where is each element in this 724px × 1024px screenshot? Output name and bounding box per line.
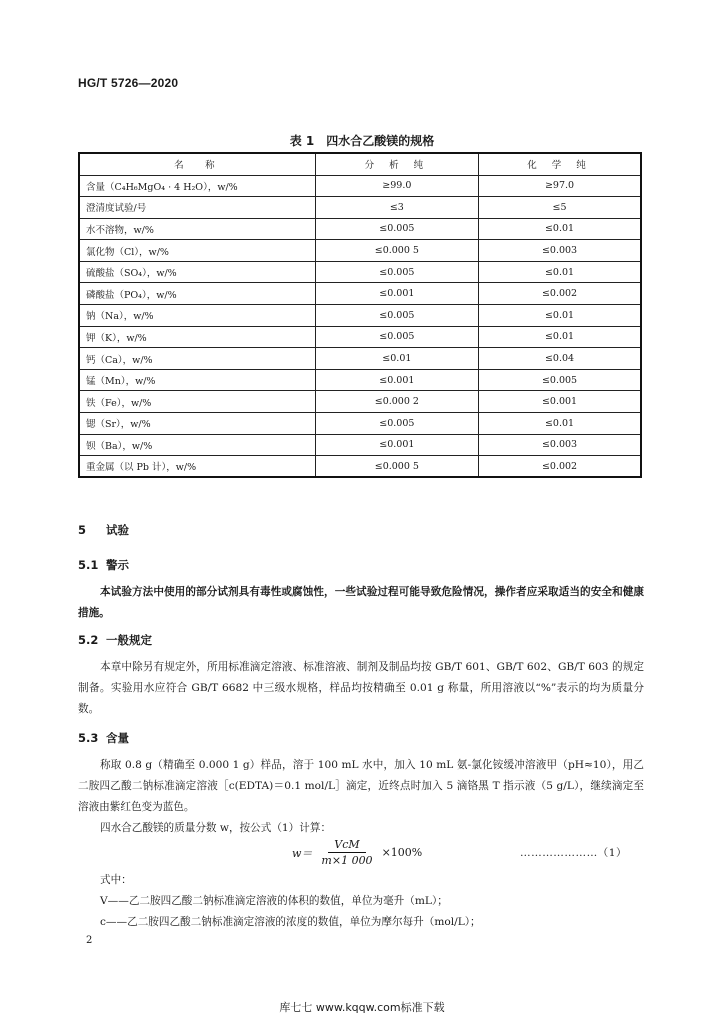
specification-table — [78, 152, 642, 478]
footer-watermark: 库七七 www.kqqw.com标准下载 — [279, 1001, 445, 1014]
row-item-name: 澄清度试验/号 — [79, 197, 315, 219]
table-row — [79, 391, 641, 413]
section-number: 5 — [78, 523, 87, 537]
section-number: 5.1 — [78, 558, 99, 572]
row-value-chemically-pure: ≤5 — [479, 197, 641, 219]
row-value-chemically-pure: ≤0.002 — [479, 456, 641, 478]
row-item-name: 水不溶物，w/% — [79, 218, 315, 240]
row-value-analytical-reagent: ≤0.000 2 — [315, 391, 478, 413]
row-item-name: 钡（Ba），w/% — [79, 434, 315, 456]
table-row — [79, 326, 641, 348]
formula-denominator: m×1 000 — [321, 854, 373, 867]
table-row — [79, 175, 641, 197]
row-item-name: 重金属（以 Pb 计），w/% — [79, 456, 315, 478]
row-item-name: 钙（Ca），w/% — [79, 348, 315, 370]
section-5-2-heading — [78, 632, 152, 648]
row-item-name: 钠（Na），w/% — [79, 305, 315, 327]
formula-fraction — [315, 838, 378, 867]
standard-code: HG/T 5726—2020 — [78, 76, 179, 90]
row-item-name: 含量（C₄H₆MgO₄ · 4 H₂O），w/% — [79, 175, 315, 197]
table-row — [79, 456, 641, 478]
table-row — [79, 218, 641, 240]
definition-c: c——乙二胺四乙酸二钠标准滴定溶液的浓度的数值，单位为摩尔每升（mol/L）； — [100, 916, 481, 928]
row-value-chemically-pure: ≤0.04 — [479, 348, 641, 370]
column-header-name: 名 称 — [79, 153, 315, 175]
section-5-3-heading — [78, 730, 129, 746]
row-value-analytical-reagent: ≤0.005 — [315, 305, 478, 327]
table-row — [79, 413, 641, 435]
row-value-analytical-reagent: ≤3 — [315, 197, 478, 219]
row-value-analytical-reagent: ≤0.005 — [315, 218, 478, 240]
row-value-analytical-reagent: ≤0.005 — [315, 326, 478, 348]
table-body — [79, 175, 641, 477]
row-item-name: 钾（K），w/% — [79, 326, 315, 348]
page-number: 2 — [86, 935, 93, 946]
row-item-name: 硫酸盐（SO₄），w/% — [79, 261, 315, 283]
row-item-name: 氯化物（Cl），w/% — [79, 240, 315, 262]
table-row — [79, 348, 641, 370]
mass-fraction-formula — [292, 838, 422, 867]
row-item-name: 磷酸盐（PO₄），w/% — [79, 283, 315, 305]
general-rules-paragraph: 本章中除另有规定外，所用标准滴定溶液、标准溶液、制剂及制品均按 GB/T 601、GB/T 602、GB/T 603 的规定制备。实验用水应符合 GB/T 6682 中三级水规格，样品均按精确至 0.01 g 称量，所用溶液以“%”表示的均为质量分数。 — [78, 661, 644, 715]
row-value-analytical-reagent: ≤0.000 5 — [315, 240, 478, 262]
row-value-chemically-pure: ≤0.01 — [479, 413, 641, 435]
table-header-row — [79, 153, 641, 175]
row-value-chemically-pure: ≤0.002 — [479, 283, 641, 305]
formula-lhs: w＝ — [292, 846, 313, 860]
table-row — [79, 369, 641, 391]
row-value-analytical-reagent: ≤0.000 5 — [315, 456, 478, 478]
row-item-name: 锶（Sr），w/% — [79, 413, 315, 435]
formula-numerator: VcM — [328, 838, 365, 853]
formula-intro: 四水合乙酸镁的质量分数 w，按公式（1）计算： — [100, 822, 332, 834]
column-header-analytical-reagent: 分 析 纯 — [315, 153, 478, 175]
where-label: 式中： — [100, 874, 132, 886]
row-value-chemically-pure: ≤0.003 — [479, 240, 641, 262]
row-item-name: 锰（Mn），w/% — [79, 369, 315, 391]
row-value-analytical-reagent: ≥99.0 — [315, 175, 478, 197]
formula-rest: ×100% — [381, 846, 423, 859]
row-value-chemically-pure: ≤0.01 — [479, 218, 641, 240]
column-header-chemically-pure: 化 学 纯 — [479, 153, 641, 175]
section-title: 一般规定 — [106, 633, 152, 647]
section-number: 5.2 — [78, 633, 99, 647]
row-value-chemically-pure: ≤0.003 — [479, 434, 641, 456]
row-value-analytical-reagent: ≤0.005 — [315, 413, 478, 435]
row-value-analytical-reagent: ≤0.001 — [315, 369, 478, 391]
row-value-chemically-pure: ≤0.01 — [479, 305, 641, 327]
row-value-analytical-reagent: ≤0.01 — [315, 348, 478, 370]
section-5-1-heading — [78, 557, 129, 573]
row-item-name: 铁（Fe），w/% — [79, 391, 315, 413]
table-row — [79, 434, 641, 456]
table-row — [79, 261, 641, 283]
warning-paragraph: 本试验方法中使用的部分试剂具有毒性或腐蚀性，一些试验过程可能导致危险情况，操作者应采取适当的安全和健康措施。 — [78, 586, 644, 619]
section-title: 试验 — [106, 523, 129, 537]
table-row — [79, 283, 641, 305]
row-value-analytical-reagent: ≤0.001 — [315, 434, 478, 456]
equation-number: …………………（1） — [520, 847, 628, 859]
section-5-heading — [78, 522, 129, 538]
row-value-chemically-pure: ≤0.01 — [479, 261, 641, 283]
definition-v: V——乙二胺四乙酸二钠标准滴定溶液的体积的数值，单位为毫升（mL）； — [100, 895, 448, 907]
procedure-paragraph: 称取 0.8 g（精确至 0.000 1 g）样品，溶于 100 mL 水中，加入 10 mL 氨-氯化铵缓冲溶液甲（pH≈10），用乙二胺四乙酸二钠标准滴定溶液［c(EDTA)＝0.1 mol/L］滴定，近终点时加入 5 滴铬黑 T 指示液（5 g/L），继续滴定至溶液由紫红色变为蓝色。 — [78, 759, 644, 813]
row-value-chemically-pure: ≤0.001 — [479, 391, 641, 413]
row-value-analytical-reagent: ≤0.005 — [315, 261, 478, 283]
section-title: 警示 — [106, 558, 129, 572]
row-value-chemically-pure: ≤0.005 — [479, 369, 641, 391]
row-value-chemically-pure: ≤0.01 — [479, 326, 641, 348]
section-title: 含量 — [106, 731, 129, 745]
table-row — [79, 240, 641, 262]
table-row — [79, 197, 641, 219]
row-value-chemically-pure: ≥97.0 — [479, 175, 641, 197]
row-value-analytical-reagent: ≤0.001 — [315, 283, 478, 305]
section-number: 5.3 — [78, 731, 99, 745]
table-row — [79, 305, 641, 327]
table-title: 表 1 四水合乙酸镁的规格 — [289, 134, 435, 148]
